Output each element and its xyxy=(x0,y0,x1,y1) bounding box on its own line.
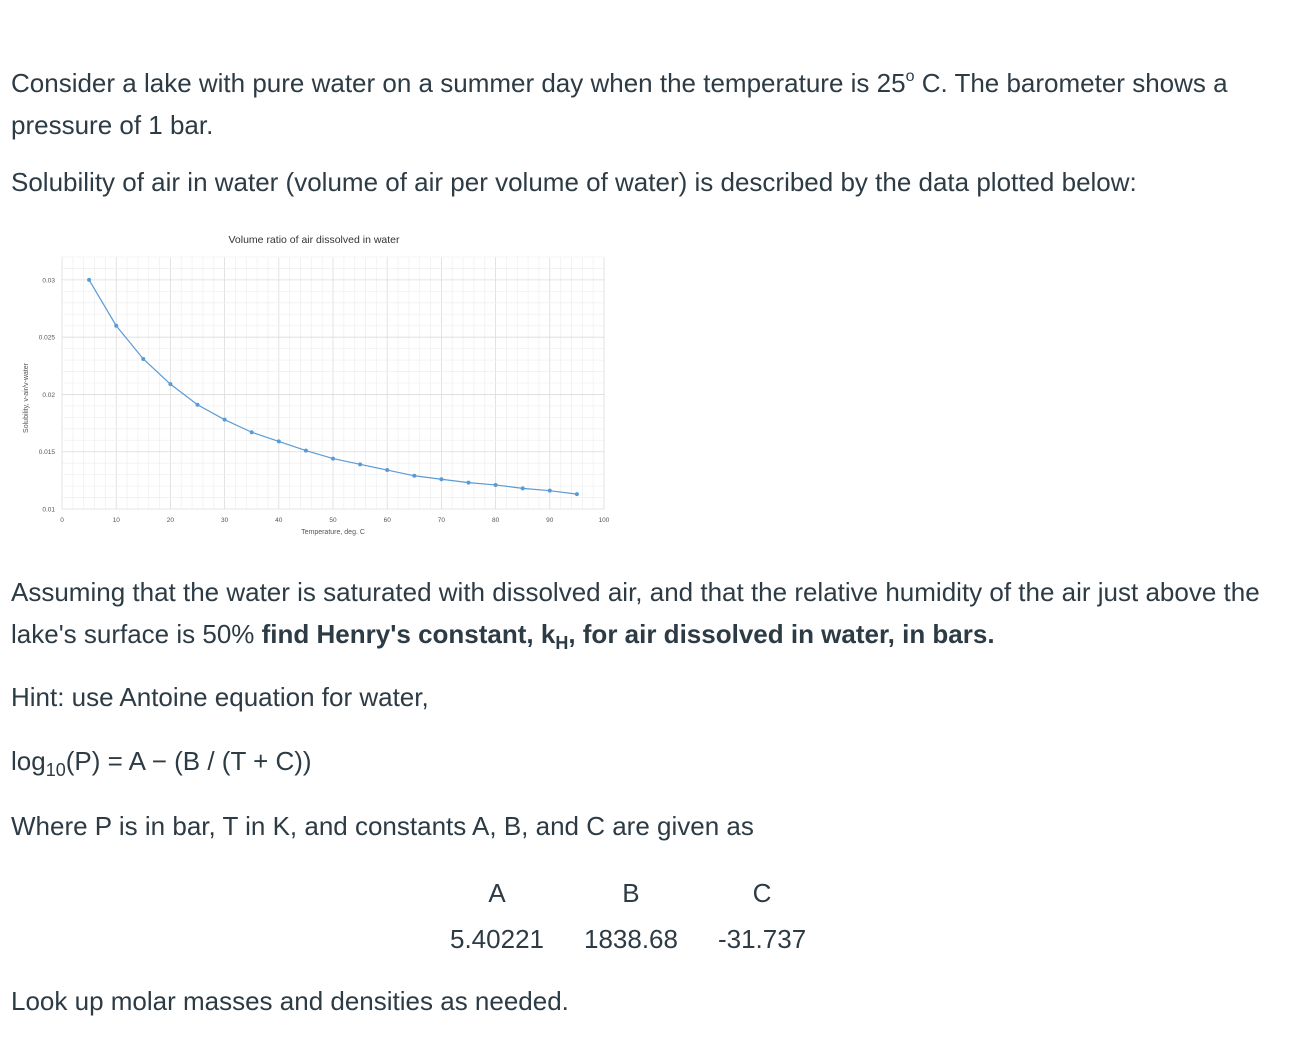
constant-value-c: -31.737 xyxy=(717,923,807,954)
equation-subscript: 10 xyxy=(45,760,66,780)
x-tick-label: 90 xyxy=(546,517,554,524)
x-tick-label: 30 xyxy=(220,517,229,524)
intro-text: Consider a lake with pure water on a summer day when the temperature is 25 xyxy=(11,68,906,98)
x-tick-label: 60 xyxy=(383,517,391,524)
question-bold-text: find Henry's constant, k xyxy=(261,619,556,649)
data-point xyxy=(385,468,389,472)
question-bold xyxy=(261,619,995,653)
x-tick-label: 20 xyxy=(166,517,175,524)
x-tick-label: 40 xyxy=(275,517,283,524)
chart-grid xyxy=(62,257,604,509)
y-tick-label: 0.02 xyxy=(42,391,55,399)
data-point xyxy=(196,403,200,407)
intro-text-end: C. The barometer shows a pressure of 1 bar. xyxy=(11,68,1228,140)
data-point xyxy=(439,477,443,481)
x-tick-label: 50 xyxy=(329,517,337,524)
x-tick-label: 0 xyxy=(60,517,64,524)
data-point xyxy=(277,439,281,443)
hint-paragraph: Hint: use Antoine equation for water, xyxy=(11,682,429,712)
data-point xyxy=(250,430,254,434)
solubility-paragraph: Solubility of air in water (volume of air per volume of water) is described by the data plotted below: xyxy=(11,167,1137,197)
x-tick-label: 10 xyxy=(112,517,120,524)
y-tick-label: 0.03 xyxy=(42,277,55,285)
degree-symbol: o xyxy=(905,68,915,85)
constant-value-a: 5.40221 xyxy=(450,923,544,954)
y-tick-label: 0.015 xyxy=(38,449,55,457)
question-bold-end: , for air dissolved in water, in bars. xyxy=(568,619,995,649)
data-point xyxy=(358,462,362,466)
henry-subscript: H xyxy=(555,633,569,653)
equation-log: log xyxy=(11,746,46,776)
solubility-chart xyxy=(18,222,618,544)
constant-value-b: 1838.68 xyxy=(583,923,678,954)
x-tick-label: 70 xyxy=(437,517,446,524)
constant-header-c: C xyxy=(752,877,772,908)
chart-y-ticks xyxy=(39,277,56,513)
x-tick-label: 100 xyxy=(598,517,610,524)
data-point xyxy=(114,324,118,328)
intro-paragraph xyxy=(11,56,1261,146)
y-tick-label: 0.01 xyxy=(42,506,55,514)
data-point xyxy=(521,486,525,490)
where-paragraph: Where P is in bar, T in K, and constants A, B, and C are given as xyxy=(11,811,754,841)
data-point xyxy=(575,492,579,496)
chart-title: Volume ratio of air dissolved in water xyxy=(228,234,400,246)
data-point xyxy=(412,474,416,478)
data-point xyxy=(331,457,335,461)
data-point xyxy=(494,483,498,487)
data-point xyxy=(87,278,91,282)
y-tick-label: 0.025 xyxy=(38,334,55,342)
antoine-equation xyxy=(11,740,312,791)
question-paragraph xyxy=(11,571,1291,664)
data-point xyxy=(141,357,145,361)
question-text: Assuming that the water is saturated with dissolved air, and that the relative humidity of the air just above the lake's surface is 50% xyxy=(11,577,1260,649)
chart-y-axis-label: Solubility, v-air/v-water xyxy=(23,363,30,433)
data-point xyxy=(467,481,471,485)
constants-value-row xyxy=(430,916,826,962)
constants-header-row xyxy=(430,870,826,916)
x-tick-label: 80 xyxy=(491,517,500,524)
data-point xyxy=(168,382,172,386)
constant-header-a: A xyxy=(488,877,506,908)
chart-x-ticks xyxy=(60,517,610,524)
equation-body: (P) = A − (B / (T + C)) xyxy=(65,746,312,776)
data-point xyxy=(548,489,552,493)
constants-table xyxy=(430,870,826,962)
data-point xyxy=(304,449,308,453)
footer-paragraph: Look up molar masses and densities as needed. xyxy=(11,986,569,1016)
chart-x-axis-label: Temperature, deg. C xyxy=(301,529,365,536)
constant-header-b: B xyxy=(622,877,640,908)
data-point xyxy=(223,418,227,422)
